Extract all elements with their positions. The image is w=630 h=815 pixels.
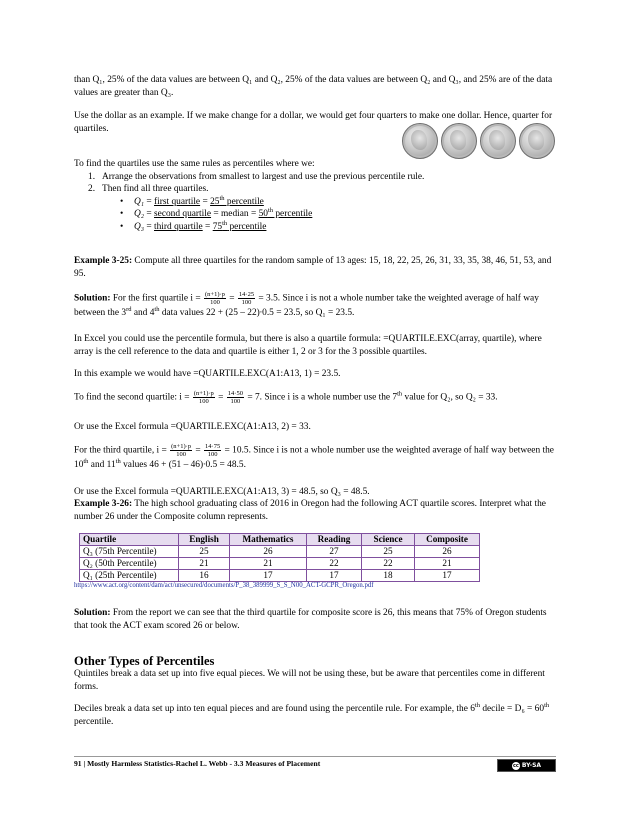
table-cell: Q₃ (75th Percentile) [80,546,179,558]
quarter-coin-icon [441,123,477,159]
creative-commons-icon: cc [512,762,519,769]
third-quartile-paragraph: For the third quartile, i = $\frac{(n+1)\cdot p}{100}$ = $\frac{14\cdot 75}{100}$ = 10.5. Since i is not a whole number use the weighted average of half way between the 10th and 11th values 46 + (51 – 46)∙0.5 = 48.5. [74,443,554,470]
rule-step: 2. Then find all three quartiles. [88,184,209,195]
excel-q1-paragraph: In this example we would have =QUARTILE.EXC(A1:A13, 1) = 23.5. [74,369,341,379]
footer-text: 91 | Mostly Harmless Statistics-Rachel L. Webb - 3.3 Measures of Placement [74,759,321,768]
table-cell: Q₂ (50th Percentile) [80,558,179,570]
formula-fraction: $\frac{(n+1)\cdot p}{100}$ [171,443,192,458]
quartile-bullet: • Q₁ = first quartile = 25th percentile [120,194,264,207]
table-cell: Q₁ (25th Percentile) [80,570,179,582]
quarter-coin-icon [402,123,438,159]
rules-lead: To find the quartiles use the same rules as percentiles where we: [74,159,315,169]
table-cell: 25 [362,546,415,558]
bullet-icon: • [120,209,124,220]
formula-fraction: $\frac{(n+1)\cdot p}{100}$ [205,291,225,306]
bullet-icon: • [120,221,124,232]
table-cell: 21 [179,558,230,570]
example-3-25: Example 3-25: Compute all three quartiles for the random sample of 13 ages: 15, 18, 22, 25, 26, 31, 33, 35, 38, 46, 51, 53, and 95. [74,256,552,279]
table-row [80,558,480,570]
table-cell: 17 [415,570,480,582]
table-cell: 26 [230,546,307,558]
formula-fraction: $\frac{(n+1)\cdot p}{100}$ [193,390,214,405]
table-cell: 17 [230,570,307,582]
source-link[interactable]: https://www.act.org/content/dam/act/unsecured/documents/P_38_389999_S_S_N00_ACT-GCPR_Oregon.pdf [74,582,374,589]
table-cell: 22 [362,558,415,570]
table-cell: 16 [179,570,230,582]
table-cell: 17 [307,570,362,582]
example-3-26: Example 3-26: The high school graduating class of 2016 in Oregon had the following ACT quartile scores. Interpret what the number 26 under the Composite column represents. [74,499,546,522]
table-header: Science [362,534,415,546]
quarter-coins-image [402,123,557,159]
table-row [80,546,480,558]
table-header: Mathematics [230,534,307,546]
quarter-coin-icon [480,123,516,159]
formula-fraction: $\frac{14\cdot 25}{100}$ [238,291,255,306]
table-cell: 21 [415,558,480,570]
page-footer [74,756,556,771]
solution-composite: Solution: From the report we can see that the third quartile for composite score is 26, this means that 75% of Oregon students that took the ACT exam scored 26 or below. [74,608,547,631]
intro-paragraph: than Q₁, 25% of the data values are between Q₁ and Q₂, 25% of the data values are between Q₂ and Q₃, and 25% are of the data values are greater than Q₃. [74,75,553,98]
formula-fraction: $\frac{14\cdot 50}{100}$ [227,390,243,405]
quarter-coin-icon [519,123,555,159]
table-header: Quartile [80,534,179,546]
dollar-paragraph: Use the dollar as an example. If we make change for a dollar, we would get four quarters to make one dollar. Hence, quarter for quartiles. [74,111,553,134]
rule-step: 1. Arrange the observations from smallest to largest and use the previous percentile rule. [88,171,425,182]
table-cell: 27 [307,546,362,558]
table-row [80,570,480,582]
table-header: Reading [307,534,362,546]
table-cell: 22 [307,558,362,570]
second-quartile-paragraph: To find the second quartile: i = $\frac{(n+1)\cdot p}{100}$ = $\frac{14\cdot 50}{100}$ = 7. Since i is a whole number use the 7th value for Q₂, so Q₂ = 33. [74,390,498,405]
table-header: Composite [415,534,480,546]
table-header-row [80,534,480,546]
formula-fraction: $\frac{14\cdot 75}{100}$ [205,443,221,458]
excel-q2-paragraph: Or use the Excel formula =QUARTILE.EXC(A1:A13, 2) = 33. [74,422,311,432]
bullet-icon: • [120,196,124,207]
quartile-bullet: • Q₂ = second quartile = median = 50th percentile [120,207,313,220]
act-quartile-table [79,533,480,582]
table-cell: 26 [415,546,480,558]
quintiles-paragraph: Quintiles break a data set up into five equal pieces. We will not be using these, but be aware that percentiles come in different forms. [74,669,545,692]
table-cell: 21 [230,558,307,570]
act-table-block [74,533,556,590]
quartile-rules [74,158,556,234]
table-header: English [179,534,230,546]
section-heading: Other Types of Percentiles [74,654,215,668]
solution-first-quartile: Solution: For the first quartile i = $\frac{(n+1)\cdot p}{100}$ = $\frac{14\cdot 25}{100}$ = 3.5. Since i is not a whole number take the weighted average of half way between the 3rd and 4th data values 22 + (25 – 22)∙0.5 = 23.5, so Q₁ = 23.5. [74,291,539,318]
cc-license-badge[interactable]: cc BY-SA [497,759,556,772]
deciles-paragraph: Deciles break a data set up into ten equal pieces and are found using the percentile rule. For example, the 6th decile = D₆ = 60th percentile. [74,701,550,727]
excel-quartile-paragraph: In Excel you could use the percentile formula, but there is also a quartile formula: =QUARTILE.EXC(array, quartile), where array is the cell reference to the data and quartile is either 1, 2 or 3 for the 3 possible quartiles. [74,334,542,357]
table-cell: 18 [362,570,415,582]
excel-q3-paragraph: Or use the Excel formula =QUARTILE.EXC(A1:A13, 3) = 48.5, so Q₃ = 48.5. [74,487,370,497]
quartile-bullet: • Q₃ = third quartile = 75th percentile [120,219,267,232]
table-cell: 25 [179,546,230,558]
